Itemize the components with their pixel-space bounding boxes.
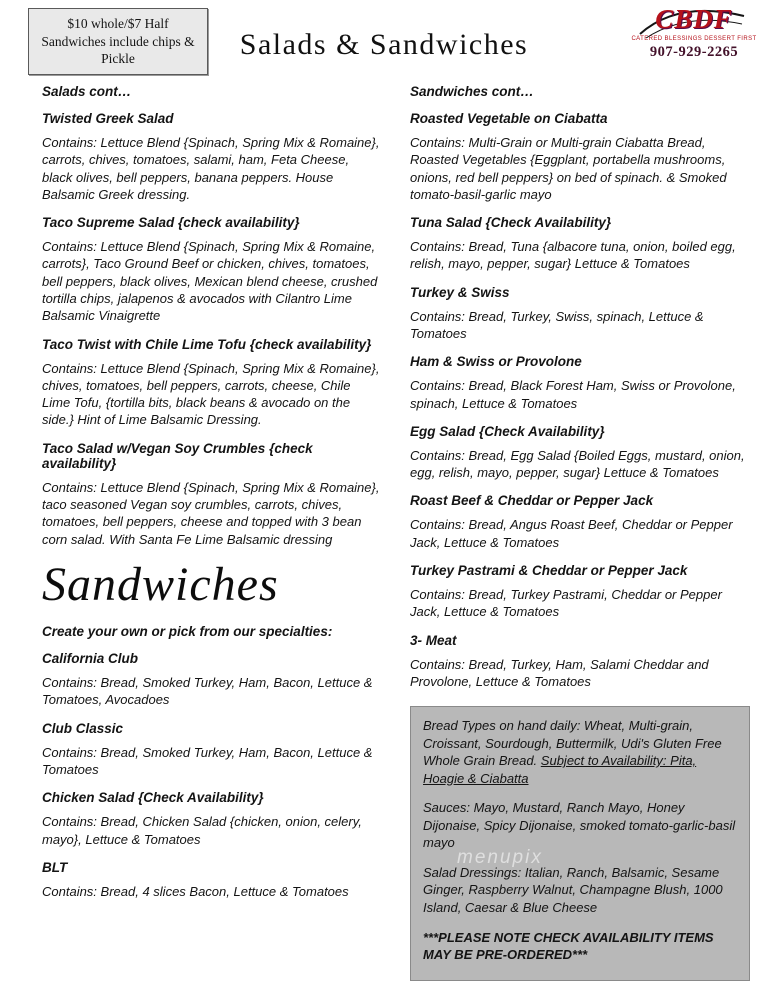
menu-item: [410, 493, 750, 551]
menu-item-name: Taco Supreme Salad {check availability}: [42, 215, 300, 231]
menu-item: [410, 354, 750, 412]
bread-types-text: [423, 717, 737, 787]
menu-item-name: Chicken Salad {Check Availability}: [42, 790, 264, 806]
menu-item-name: Turkey Pastrami & Cheddar or Pepper Jack: [410, 562, 688, 578]
menu-item-desc: Contains: Bread, Chicken Salad {chicken, onion, celery, mayo}, Lettuce & Tomatoes: [42, 814, 362, 847]
bread-types-main: Bread Types on hand daily: Wheat, Multi-grain, Croissant, Sourdough, Buttermilk, Udi's Gluten Free Whole Grain Bread.: [423, 718, 722, 769]
menu-item: [410, 424, 750, 482]
menu-item-desc: Contains: Multi-Grain or Multi-grain Ciabatta Bread, Roasted Vegetables {Eggplant, portabella mushrooms, onions, red bell peppers} on bed of spinach. & Smoked tomato-basil-garlic mayo: [410, 135, 727, 202]
menu-item-desc: Contains: Bread, 4 slices Bacon, Lettuce & Tomatoes: [42, 883, 349, 899]
menu-item: [42, 651, 380, 709]
menu-item-desc: Contains: Bread, Egg Salad {Boiled Eggs, mustard, onion, egg, relish, mayo, pepper, sugar} Lettuce & Tomatoes: [410, 447, 745, 481]
logo-tagline: CATERED BLESSINGS DESSERT FIRST: [631, 36, 757, 42]
logo-text: CBDF: [655, 4, 733, 34]
menu-item: [42, 337, 380, 429]
menu-item-name: Turkey & Swiss: [410, 284, 510, 300]
left-column: [42, 84, 380, 981]
menu-item-name: Egg Salad {Check Availability}: [410, 423, 605, 439]
menu-item: [410, 111, 750, 203]
bread-types-subject: Subject to Availability: Pita, Hoagie & Ciabatta: [423, 753, 697, 786]
pre-order-note: ***PLEASE NOTE CHECK AVAILABILITY ITEMS MAY BE PRE-ORDERED***: [423, 929, 714, 963]
menu-item-name: BLT: [42, 859, 68, 875]
menu-item: [410, 215, 750, 273]
logo-phone: 907-929-2265: [649, 44, 739, 60]
sandwiches-intro: Create your own or pick from our specialties:: [42, 624, 333, 640]
menu-content: [0, 80, 768, 981]
menu-item-desc: Contains: Bread, Turkey, Swiss, spinach, Lettuce & Tomatoes: [410, 308, 704, 341]
menu-item: [42, 860, 380, 900]
logo: [630, 4, 758, 61]
menu-item-name: Ham & Swiss or Provolone: [410, 354, 582, 370]
menu-item-name: Taco Twist with Chile Lime Tofu {check availability}: [42, 336, 372, 352]
menu-item-desc: Contains: Bread, Smoked Turkey, Ham, Bacon, Lettuce & Tomatoes, Avocadoes: [42, 675, 373, 708]
menu-item-desc: Contains: Bread, Tuna {albacore tuna, onion, boiled egg, relish, mayo, pepper, sugar} Lettuce & Tomatoes: [410, 239, 736, 272]
menu-item-desc: Contains: Lettuce Blend {Spinach, Spring Mix & Romaine}, taco seasoned Vegan soy crumbles, carrots, chives, tomatoes, bell peppers, cheese and topped with 3 bean corn salad. With Santa Fe Lime Balsamic dressing: [42, 479, 380, 547]
menu-item-name: Taco Salad w/Vegan Soy Crumbles {check availability}: [42, 440, 313, 471]
menu-item: [410, 285, 750, 343]
menu-item-desc: Contains: Bread, Black Forest Ham, Swiss or Provolone, spinach, Lettuce & Tomatoes: [410, 378, 736, 411]
right-column: [410, 84, 750, 981]
menu-item-desc: Contains: Bread, Turkey, Ham, Salami Cheddar and Provolone, Lettuce & Tomatoes: [410, 656, 709, 689]
menu-item: [42, 441, 380, 548]
menu-item-desc: Contains: Bread, Turkey Pastrami, Cheddar or Pepper Jack, Lettuce & Tomatoes: [410, 586, 722, 620]
menu-item-name: Club Classic: [42, 720, 124, 736]
menu-item-desc: Contains: Bread, Smoked Turkey, Ham, Bacon, Lettuce & Tomatoes: [42, 744, 373, 778]
page-header: [0, 0, 768, 80]
sandwiches-cont-label: Sandwiches cont…: [410, 84, 534, 99]
menu-item-name: Twisted Greek Salad: [42, 111, 174, 126]
menu-item-desc: Contains: Bread, Angus Roast Beef, Cheddar or Pepper Jack, Lettuce & Tomatoes: [410, 517, 733, 550]
menu-item-desc: Contains: Lettuce Blend {Spinach, Spring Mix & Romaine}, chives, tomatoes, bell peppers, carrots, cheese, Chile Lime Tofu, {tortilla bits, black beans & avocado on the side.} Hint of Lime Balsamic Dressing.: [42, 360, 380, 428]
menu-item-name: 3- Meat: [410, 632, 457, 648]
menu-item-desc: Contains: Lettuce Blend {Spinach, Spring Mix & Romaine}, carrots, chives, tomatoes, salami, ham, Feta Cheese, black olives, bell peppers, banana peppers. House Balsamic Greek dressing.: [42, 135, 380, 202]
menu-item: [42, 111, 380, 203]
availability-info-box: [410, 706, 750, 981]
sandwiches-section-heading: Sandwiches: [42, 557, 279, 611]
menu-item: [42, 790, 380, 848]
page-title: Salads & Sandwiches: [239, 28, 529, 61]
menu-item: [410, 633, 750, 691]
salads-cont-label: Salads cont…: [42, 84, 132, 99]
menu-item: [410, 563, 750, 621]
dressings-text: Salad Dressings: Italian, Ranch, Balsamic, Sesame Ginger, Raspberry Walnut, Champagne Blush, 1000 Island, Caesar & Blue Cheese: [423, 864, 723, 915]
menu-item: [42, 215, 380, 324]
watermark: menupix: [457, 847, 543, 869]
sauces-text: Sauces: Mayo, Mustard, Ranch Mayo, Honey Dijonaise, Spicy Dijonaise, smoked tomato-garlic-basil mayo: [423, 800, 736, 851]
menu-item-name: Roasted Vegetable on Ciabatta: [410, 111, 608, 126]
menu-item: [42, 721, 380, 779]
menu-item-name: Roast Beef & Cheddar or Pepper Jack: [410, 493, 654, 509]
menu-item-name: California Club: [42, 651, 139, 667]
price-note-box: $10 whole/$7 Half Sandwiches include chips & Pickle: [28, 8, 208, 75]
menu-item-desc: Contains: Lettuce Blend {Spinach, Spring Mix & Romaine, carrots}, Taco Ground Beef or chicken, chives, tomatoes, bell peppers, black olives, Mexican blend cheese, crushed tortilla chips, jalapenos & avocados with Cilantro Lime Balsamic Vinaigrette: [42, 239, 378, 324]
menu-item-name: Tuna Salad {Check Availability}: [410, 215, 612, 231]
